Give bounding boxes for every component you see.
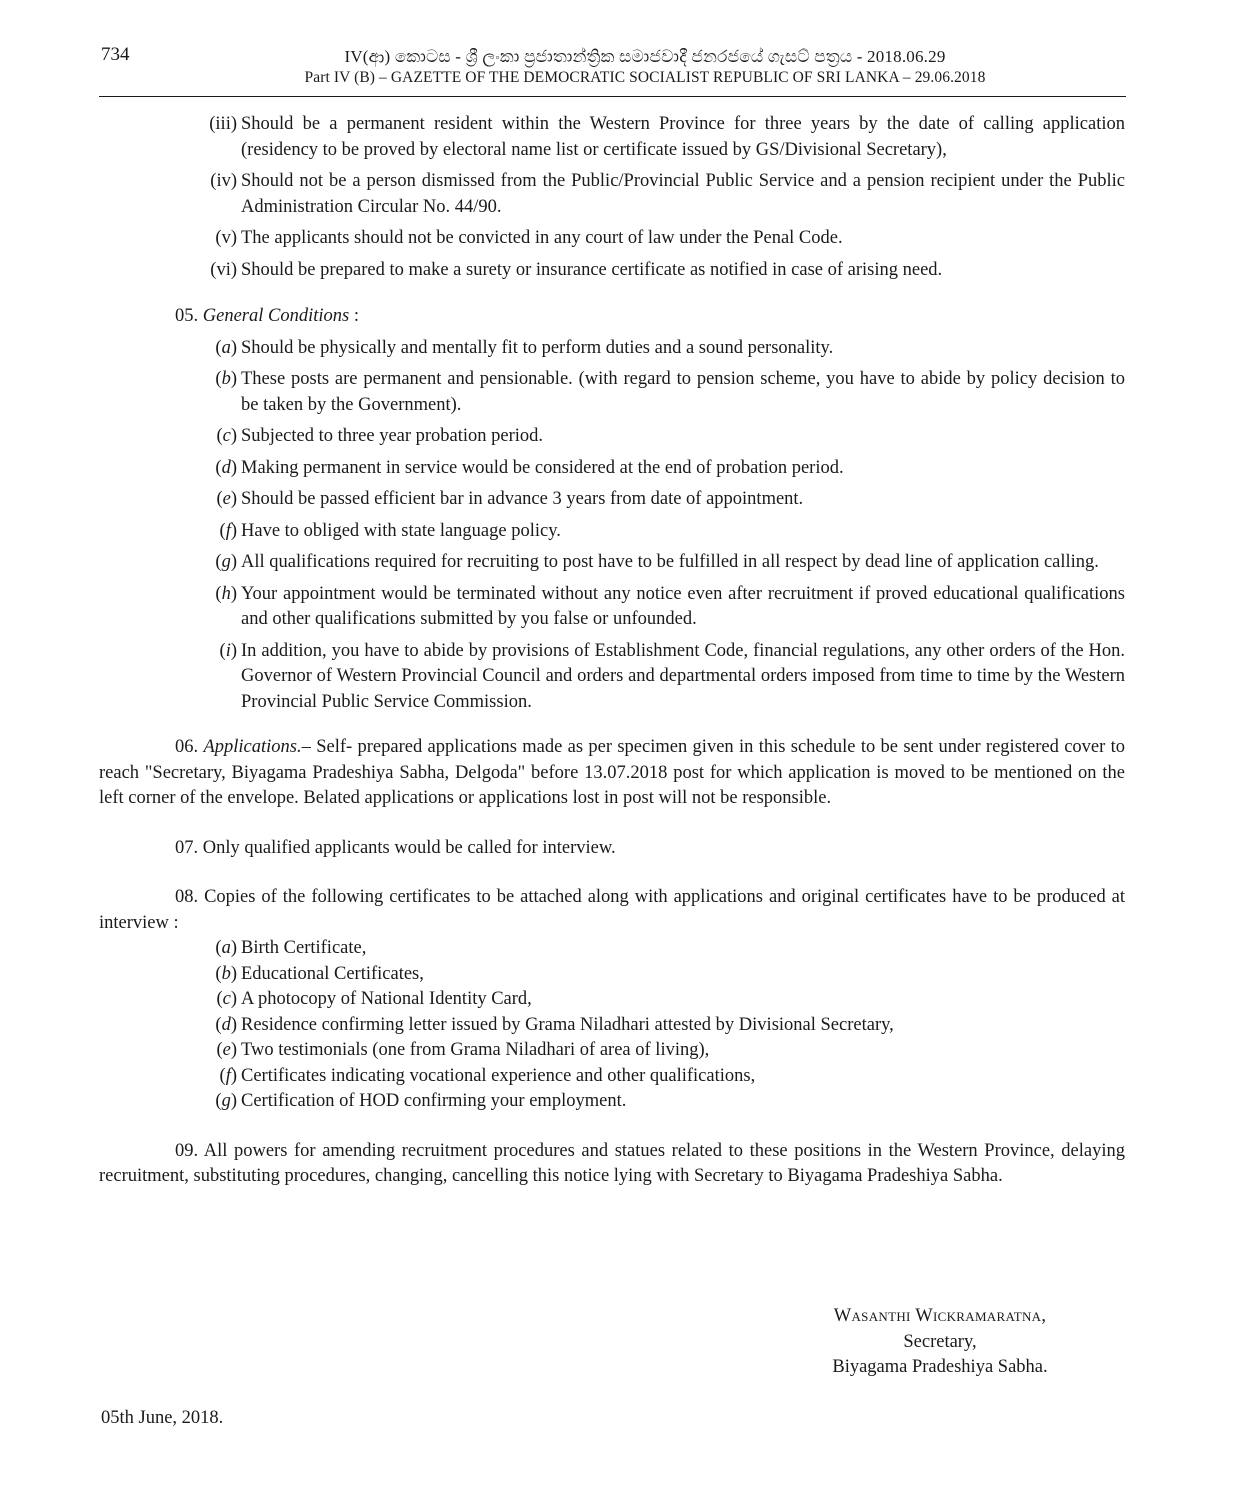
item-text: Should be passed efficient bar in advance 3 years from date of appointment.: [241, 489, 804, 509]
item-letter: (a): [215, 938, 237, 958]
gazette-header: [160, 46, 1130, 88]
list-item: [194, 456, 1125, 482]
item-letter: (f): [219, 520, 237, 541]
item-letter: (g): [215, 552, 237, 572]
list-item: [194, 258, 1125, 284]
item-number: (iv): [210, 171, 237, 191]
list-item: [194, 582, 1125, 633]
item-text: All qualifications required for recruiting to post have to be fulfilled in all respect by dead line of application calling.: [241, 552, 1099, 572]
section-09-paragraph: 09. All powers for amending recruitment procedures and statues related to these positions in the Western Province, delaying recruitment, substituting procedures, changing, cancelling this notice lying with Secretary to Biyagama Pradeshiya Sabha.: [99, 1140, 1125, 1186]
item-text: The applicants should not be convicted in any court of law under the Penal Code.: [241, 228, 843, 248]
item-text: In addition, you have to abide by provisions of Establishment Code, financial regulations, any other orders of the Hon. Governor of Western Provincial Council and orders and departmental orders imposed from time to time by the Western Provincial Public Service Commission.: [241, 640, 1125, 712]
item-text: Residence confirming letter issued by Grama Niladhari attested by Divisional Secretary,: [241, 1014, 894, 1035]
item-letter: (c): [216, 426, 237, 446]
list-item: [194, 112, 1125, 163]
list-item: [194, 962, 1125, 988]
signature-block: [800, 1304, 1080, 1381]
item-text: Educational Certificates,: [241, 963, 424, 984]
list-item: [194, 936, 1125, 962]
notice-body: [99, 112, 1125, 1196]
list-item: [194, 367, 1125, 418]
item-letter: (b): [215, 369, 237, 389]
list-item: [194, 487, 1125, 513]
list-item: [194, 226, 1125, 252]
item-text: Your appointment would be terminated without any notice even after recruitment if proved educational qualifications and other qualifications submitted by you false or unfounded.: [241, 583, 1125, 629]
item-text: Should be physically and mentally fit to perform duties and a sound personality.: [241, 337, 834, 358]
item-letter: (c): [216, 989, 237, 1009]
item-text: Should be prepared to make a surety or insurance certificate as notified in case of arising need.: [241, 259, 943, 280]
item-letter: (g): [215, 1091, 237, 1111]
item-text: Subjected to three year probation period.: [241, 426, 544, 446]
item-number: (vi): [210, 259, 237, 280]
item-letter: (f): [219, 1065, 237, 1086]
list-item: [194, 519, 1125, 545]
item-text: Two testimonials (one from Grama Niladhari of area of living),: [241, 1040, 710, 1060]
list-item: [194, 1064, 1125, 1090]
item-letter: (e): [216, 489, 237, 509]
paragraph-text: – Self- prepared applications made as per specimen given in this schedule to be sent under registered cover to reach "Secretary, Biyagama Pradeshiya Sabha, Delgoda" before 13.07.2018 post for which application is moved to be mentioned on the left corner of the envelope. Belated applications or applications lost in post will not be responsible.: [99, 737, 1126, 808]
item-letter: (d): [215, 457, 237, 478]
item-letter: (b): [215, 963, 237, 984]
signatory-organization: Biyagama Pradeshiya Sabha.: [832, 1357, 1048, 1377]
list-item: [194, 424, 1125, 450]
item-letter: (e): [216, 1040, 237, 1060]
signatory-title: Secretary,: [903, 1331, 977, 1352]
section-08-paragraph: 08. Copies of the following certificates to be attached along with applications and original certificates have to be produced at interview :: [99, 887, 1125, 933]
page-number: 734: [101, 44, 130, 65]
section-06-paragraph: 06. Applications.– Self- prepared applications made as per specimen given in this schedule to be sent under registered cover to reach "Secretary, Biyagama Pradeshiya Sabha, Delgoda" before 13.07.2018 post for which application is moved to be mentioned on the left corner of the envelope. Belated applications or applications lost in post will not be responsible.: [99, 737, 1126, 808]
item-text: These posts are permanent and pensionable. (with regard to pension scheme, you have to abide by policy decision to be taken by the Government).: [241, 369, 1125, 415]
list-item: [194, 336, 1125, 362]
item-text: A photocopy of National Identity Card,: [241, 989, 532, 1009]
list-item: [194, 169, 1125, 220]
list-item: [194, 1013, 1125, 1039]
item-letter: (d): [215, 1014, 237, 1035]
item-text: Certificates indicating vocational experience and other qualifications,: [241, 1065, 756, 1086]
section-05-heading: 05. General Conditions :: [175, 306, 359, 326]
item-letter: (h): [215, 583, 237, 604]
certificates-list: [99, 936, 1125, 1115]
item-text: Certification of HOD confirming your employment.: [241, 1091, 627, 1111]
notice-date: 05th June, 2018.: [101, 1408, 224, 1428]
section-07-paragraph: 07. Only qualified applicants would be called for interview.: [175, 837, 616, 858]
list-item: [194, 987, 1125, 1013]
item-text: Should be a permanent resident within the Western Province for three years by the date of calling application (residency to be proved by electoral name list or certificate issued by GS/Divisional Secretary),: [241, 114, 1125, 160]
list-item: [194, 1089, 1125, 1115]
header-english-title: Part IV (B) – GAZETTE OF THE DEMOCRATIC SOCIALIST REPUBLIC OF SRI LANKA – 29.06.2018: [304, 69, 986, 86]
item-number: (iii): [209, 114, 237, 134]
list-item: [194, 1038, 1125, 1064]
header-divider: [99, 96, 1126, 97]
general-conditions-list: [99, 336, 1125, 716]
section-title: General Conditions: [202, 306, 350, 326]
item-letter: (a): [215, 337, 237, 358]
item-letter: (i): [219, 640, 237, 661]
item-text: Making permanent in service would be considered at the end of probation period.: [241, 457, 844, 478]
signatory-name: Wasanthi Wickramaratna,: [833, 1306, 1047, 1326]
item-text: Should not be a person dismissed from the Public/Provincial Public Service and a pension recipient under the Public Administration Circular No. 44/90.: [241, 171, 1125, 217]
item-text: Have to obliged with state language policy.: [241, 520, 561, 541]
list-item: [194, 639, 1125, 716]
item-number: (v): [215, 228, 237, 248]
eligibility-list: [99, 112, 1125, 283]
item-text: Birth Certificate,: [241, 938, 367, 958]
header-sinhala-title: IV(ආ) කොටස - ශ්‍රී ලංකා ප්‍රජාතාන්ත්‍රික සමාජවාදී ජනරජයේ ගැසට් පත්‍රය - 2018.06.29: [344, 47, 946, 66]
section-title: Applications.: [203, 737, 302, 757]
list-item: [194, 550, 1125, 576]
